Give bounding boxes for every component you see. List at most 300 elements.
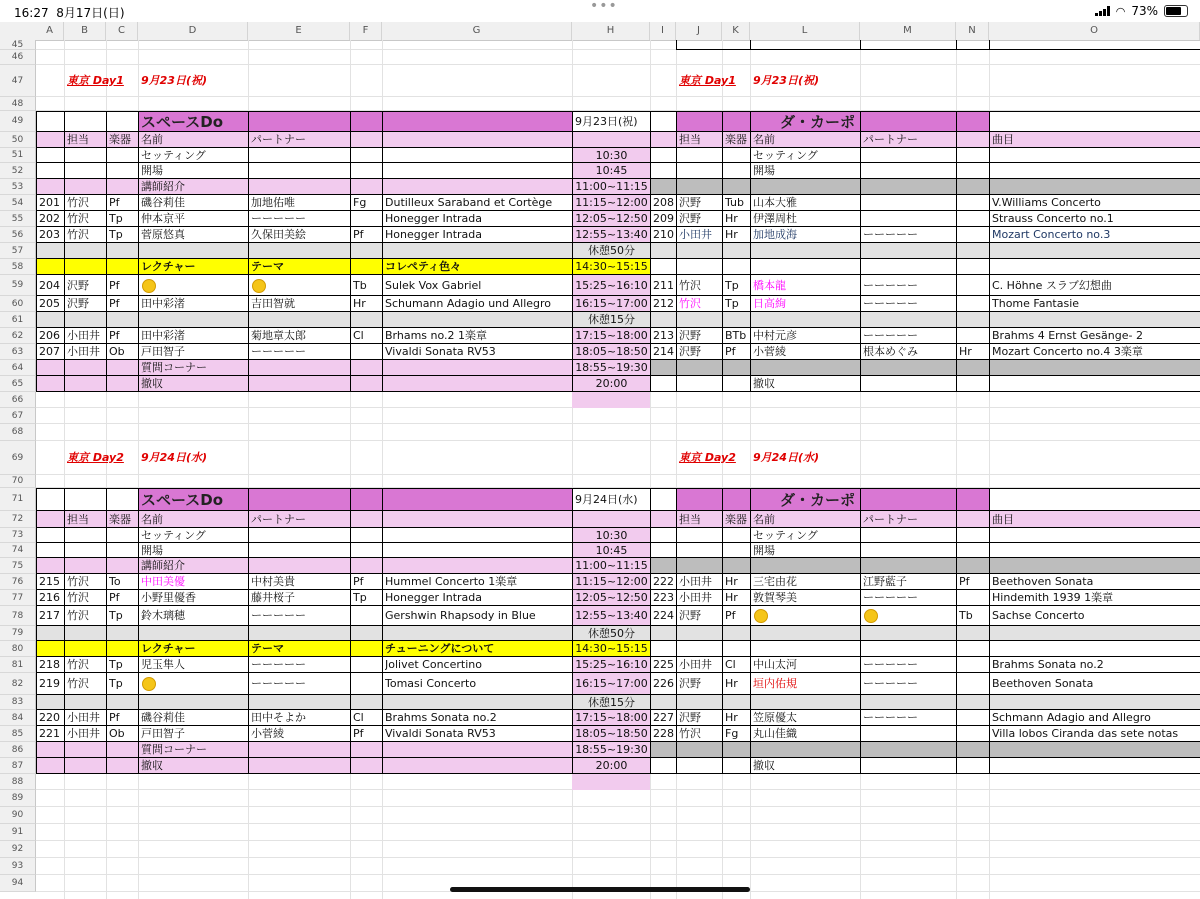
open-time: 10:45 [595, 543, 628, 557]
gridline-h [36, 874, 1200, 875]
lesson-r59-a: 204 [39, 278, 60, 292]
battery-icon [1164, 5, 1188, 17]
border-v [676, 488, 677, 774]
lesson-r85-k: Fg [725, 727, 739, 740]
lesson-r56-c: Tp [109, 228, 123, 241]
day-date-left: 9月23日(祝) [141, 74, 208, 87]
lesson-r78-k: Pf [725, 609, 736, 622]
row-number[interactable]: 77 [0, 590, 36, 606]
cell-fill [36, 312, 650, 328]
venue-title-right: ダ・カーポ [780, 492, 856, 507]
gridline-h [36, 96, 1200, 97]
border-v [956, 40, 957, 50]
cell-fill [36, 360, 572, 376]
setting-time: 10:30 [595, 528, 628, 542]
border-h [36, 327, 1200, 328]
lesson-r76-o: Beethoven Sonata [992, 575, 1094, 588]
border-v [36, 488, 37, 774]
lesson-r82-k: Hr [725, 677, 738, 690]
qa-time: 18:55~19:30 [575, 743, 648, 756]
multitask-dots-icon[interactable]: ••• [590, 0, 618, 14]
lesson-r84-f: Cl [353, 711, 364, 724]
row-number[interactable]: 87 [0, 758, 36, 774]
lesson-r54-i: 208 [653, 196, 674, 209]
column-header-o[interactable]: O [989, 22, 1200, 40]
lesson-r54-d: 磯谷莉佳 [141, 196, 185, 209]
border-h [36, 510, 1200, 511]
lesson-r77-g: Honegger Intrada [385, 591, 483, 604]
lesson-r59-g: Sulek Vox Gabriel [385, 278, 482, 292]
row-number[interactable]: 56 [0, 227, 36, 243]
emoji-face-icon [754, 609, 768, 623]
row-number[interactable]: 75 [0, 558, 36, 574]
row-number[interactable]: 68 [0, 424, 36, 441]
lesson-r76-n: Pf [959, 575, 970, 588]
lecture-label: レクチャー [141, 260, 196, 273]
lesson-r60-d: 田中彩渚 [141, 297, 185, 310]
row-number[interactable]: 58 [0, 259, 36, 275]
lesson-r63-i: 214 [653, 345, 674, 358]
lesson-r62-c: Pf [109, 329, 120, 342]
column-header-b[interactable]: B [64, 22, 106, 40]
date-cell: 9月23日(祝) [575, 114, 638, 128]
row-number[interactable]: 49 [0, 111, 36, 132]
lesson-r62-o: Brahms 4 Ernst Gesänge- 2 [992, 329, 1143, 342]
border-v [138, 488, 139, 774]
lesson-r55-g: Honegger Intrada [385, 212, 483, 225]
border-v [350, 111, 351, 392]
border-h [36, 242, 1200, 243]
lesson-r56-i: 210 [653, 228, 674, 241]
lesson-r55-j: 沢野 [679, 212, 701, 225]
gridline-h [36, 806, 1200, 807]
lesson-r85-f: Pf [353, 727, 364, 740]
header-gakki-right: 楽器 [725, 133, 747, 146]
lesson-r81-a: 218 [39, 658, 60, 671]
header-partner-right: パートナー [863, 133, 918, 146]
lesson-r54-f: Fg [353, 196, 367, 209]
lesson-r55-e: ーーーーー [251, 212, 306, 225]
header-tantou: 担当 [67, 512, 89, 526]
border-h [36, 589, 1200, 590]
lesson-r60-a: 205 [39, 297, 60, 310]
emoji-face-icon [142, 279, 156, 293]
lesson-r81-c: Tp [109, 658, 123, 671]
lesson-r76-c: To [109, 575, 121, 588]
row-number[interactable]: 65 [0, 376, 36, 392]
header-namae: 名前 [141, 512, 163, 526]
day-tag-right: 東京 Day1 [679, 74, 736, 87]
border-h [36, 488, 1200, 489]
lesson-r85-b: 小田井 [67, 727, 100, 740]
row-number[interactable]: 76 [0, 574, 36, 590]
day-tag-left: 東京 Day1 [67, 74, 124, 87]
cell-fill [572, 392, 650, 408]
venue-title-left: スペースDo [141, 492, 224, 507]
teardown-time: 20:00 [595, 759, 628, 772]
lesson-r78-o: Sachse Concerto [992, 609, 1085, 622]
lesson-r78-i: 224 [653, 609, 674, 622]
lesson-r56-g: Honegger Intrada [385, 228, 483, 241]
row-number[interactable]: 93 [0, 858, 36, 875]
border-v [989, 40, 990, 50]
lesson-r55-b: 竹沢 [67, 212, 89, 225]
border-v [750, 488, 751, 774]
lesson-r60-f: Hr [353, 297, 366, 310]
row-number[interactable]: 46 [0, 50, 36, 65]
header-partner-right: パートナー [863, 512, 918, 526]
lesson-r84-c: Pf [109, 711, 120, 724]
lesson-r54-j: 沢野 [679, 196, 701, 209]
row-number[interactable]: 61 [0, 312, 36, 328]
row-number[interactable]: 73 [0, 528, 36, 543]
row-number[interactable]: 47 [0, 65, 36, 97]
gridline-h [36, 840, 1200, 841]
lesson-r81-k: Cl [725, 658, 736, 671]
lesson-r85-i: 228 [653, 727, 674, 740]
row-number[interactable]: 54 [0, 195, 36, 211]
teardown-label-right: 撤収 [753, 377, 775, 390]
lecture-topic: チューニングについて [385, 642, 495, 655]
row-number[interactable]: 91 [0, 824, 36, 841]
row-number[interactable]: 72 [0, 511, 36, 528]
border-v [382, 488, 383, 774]
border-h [36, 111, 1200, 112]
lesson-r60-m: ーーーーー [863, 297, 918, 310]
column-header-d[interactable]: D [138, 22, 248, 40]
lesson-r63-n: Hr [959, 345, 972, 358]
lesson-r54-c: Pf [109, 196, 120, 209]
border-h [36, 672, 1200, 673]
row-number[interactable]: 79 [0, 626, 36, 641]
border-h [36, 573, 1200, 574]
lesson-r59-b: 沢野 [67, 278, 89, 292]
header-namae: 名前 [141, 133, 163, 146]
lesson-r62-a: 206 [39, 329, 60, 342]
row-number[interactable]: 71 [0, 488, 36, 511]
lesson-r76-l: 三宅由花 [753, 575, 797, 588]
row-number[interactable]: 59 [0, 275, 36, 296]
lesson-r54-g: Dutilleux Saraband et Cortège [385, 196, 553, 209]
gridline-h [36, 474, 1200, 475]
lesson-r85-e: 小菅綾 [251, 727, 284, 740]
row-number[interactable]: 55 [0, 211, 36, 227]
row-number[interactable]: 92 [0, 841, 36, 858]
column-header-k[interactable]: K [722, 22, 750, 40]
lesson-r82-c: Tp [109, 677, 123, 690]
lesson-r76-b: 竹沢 [67, 575, 89, 588]
day-date-right: 9月24日(水) [753, 451, 820, 464]
intro-label: 講師紹介 [141, 559, 185, 572]
cell-fill [650, 558, 1200, 574]
signal-icon [1095, 6, 1110, 16]
qa-label: 質問コーナー [141, 361, 207, 374]
column-header-e[interactable]: E [248, 22, 350, 40]
header-kyokumoku: 曲目 [992, 512, 1014, 526]
column-header-f[interactable]: F [350, 22, 382, 40]
lesson-r56-a: 203 [39, 228, 60, 241]
header-gakki: 楽器 [109, 512, 131, 526]
lesson-r63-g: Vivaldi Sonata RV53 [385, 345, 496, 358]
lesson-r76-d: 中田美優 [141, 575, 185, 588]
header-kyokumoku: 曲目 [992, 133, 1014, 146]
column-header-h[interactable]: H [572, 22, 650, 40]
open-label-right: 開場 [753, 543, 775, 557]
setting-label: セッティング [141, 528, 206, 542]
row-number[interactable]: 94 [0, 875, 36, 892]
border-v [382, 111, 383, 392]
lesson-r84-b: 小田井 [67, 711, 100, 724]
lecture-theme-label: テーマ [251, 260, 284, 273]
cell-fill [650, 243, 1200, 259]
lesson-r81-j: 小田井 [679, 658, 712, 671]
lesson-r63-b: 小田井 [67, 345, 100, 358]
gridline-h [36, 64, 1200, 65]
row-number[interactable]: 57 [0, 243, 36, 259]
lesson-r60-b: 沢野 [67, 297, 89, 310]
border-v [64, 111, 65, 392]
lesson-r77-m: ーーーーー [863, 591, 918, 604]
lesson-r62-h: 17:15~18:00 [575, 329, 648, 342]
lesson-r85-l: 丸山佳織 [753, 727, 797, 740]
lesson-r77-b: 竹沢 [67, 591, 89, 604]
row-number[interactable]: 66 [0, 392, 36, 408]
lesson-r84-m: ーーーーー [863, 711, 918, 724]
lesson-r81-b: 竹沢 [67, 658, 89, 671]
row-number[interactable]: 80 [0, 641, 36, 657]
setting-label: セッティング [141, 148, 206, 162]
row-number[interactable]: 60 [0, 296, 36, 312]
row-number[interactable]: 85 [0, 726, 36, 742]
lesson-r76-a: 215 [39, 575, 60, 588]
lesson-r77-o: Hindemith 1939 1楽章 [992, 591, 1114, 604]
header-tantou-right: 担当 [679, 512, 701, 526]
lesson-r76-f: Pf [353, 575, 364, 588]
lesson-r84-a: 220 [39, 711, 60, 724]
lesson-r76-e: 中村美貴 [251, 575, 295, 588]
column-header-c[interactable]: C [106, 22, 138, 40]
lesson-r54-k: Tub [725, 196, 745, 209]
row-number[interactable]: 52 [0, 163, 36, 179]
header-gakki-right: 楽器 [725, 512, 747, 526]
lesson-r77-d: 小野里優香 [141, 591, 196, 604]
border-h [676, 49, 1200, 50]
lesson-r62-i: 213 [653, 329, 674, 342]
lesson-r84-i: 227 [653, 711, 674, 724]
cell-fill [36, 179, 572, 195]
column-header-j[interactable]: J [676, 22, 722, 40]
border-v [248, 488, 249, 774]
border-v [989, 111, 990, 392]
gridline-h [36, 423, 1200, 424]
lesson-r82-b: 竹沢 [67, 677, 89, 690]
lesson-r76-g: Hummel Concerto 1楽章 [385, 575, 518, 588]
column-header-l[interactable]: L [750, 22, 860, 40]
border-v [676, 40, 677, 50]
cell-fill [650, 179, 1200, 195]
emoji-face-icon [142, 677, 156, 691]
border-h [36, 757, 1200, 758]
row-number[interactable]: 84 [0, 710, 36, 726]
border-v [722, 111, 723, 392]
lesson-r82-l: 垣内佑規 [753, 677, 797, 690]
lesson-r55-d: 仲本京平 [141, 212, 185, 225]
break-50: 休憩50分 [588, 244, 635, 257]
row-number[interactable]: 90 [0, 807, 36, 824]
lesson-r78-a: 217 [39, 609, 60, 622]
border-v [36, 111, 37, 392]
lesson-r63-a: 207 [39, 345, 60, 358]
lecture-label: レクチャー [141, 642, 196, 655]
lesson-r63-o: Mozart Concerto no.4 3楽章 [992, 345, 1143, 358]
lesson-r77-k: Hr [725, 591, 738, 604]
row-number[interactable]: 82 [0, 673, 36, 695]
row-number[interactable]: 86 [0, 742, 36, 758]
cell-fill [36, 243, 650, 259]
lesson-r62-d: 田中彩渚 [141, 329, 185, 342]
teardown-time: 20:00 [595, 377, 628, 390]
row-number[interactable]: 69 [0, 441, 36, 475]
break-50: 休憩50分 [588, 626, 635, 640]
lesson-r78-j: 沢野 [679, 609, 701, 622]
header-namae-right: 名前 [753, 133, 775, 146]
lesson-r77-l: 敦賀琴美 [753, 591, 797, 604]
lesson-r82-g: Tomasi Concerto [385, 677, 477, 690]
column-header-a[interactable]: A [36, 22, 64, 40]
lesson-r62-g: Brhams no.2 1楽章 [385, 329, 488, 342]
cell-fill [36, 626, 650, 641]
lesson-r81-o: Brahms Sonata no.2 [992, 658, 1104, 671]
lesson-r62-e: 菊地章太郎 [251, 329, 306, 342]
intro-time: 11:00~11:15 [575, 180, 648, 193]
lesson-r56-e: 久保田美絵 [251, 228, 306, 241]
row-number[interactable]: 88 [0, 774, 36, 790]
border-v [750, 111, 751, 392]
border-v [860, 40, 861, 50]
cell-fill [36, 695, 650, 710]
row-number[interactable]: 48 [0, 97, 36, 111]
lesson-r56-h: 12:55~13:40 [575, 228, 648, 241]
open-label: 開場 [141, 164, 163, 177]
lesson-r85-h: 18:05~18:50 [575, 727, 648, 740]
spreadsheet-grid[interactable] [0, 40, 1200, 899]
row-number[interactable]: 67 [0, 408, 36, 424]
row-number[interactable]: 70 [0, 475, 36, 488]
lesson-r59-h: 15:25~16:10 [575, 278, 648, 292]
open-label: 開場 [141, 543, 163, 557]
row-number[interactable]: 89 [0, 790, 36, 807]
venue-title-right: ダ・カーポ [780, 114, 856, 129]
lesson-r62-f: Cl [353, 329, 364, 342]
border-v [750, 40, 751, 50]
lesson-r77-c: Pf [109, 591, 120, 604]
home-indicator[interactable] [450, 887, 750, 892]
lesson-r77-a: 216 [39, 591, 60, 604]
lecture-time: 14:30~15:15 [575, 642, 648, 655]
column-header-n[interactable]: N [956, 22, 989, 40]
lesson-r84-l: 笠原優太 [753, 711, 797, 724]
lesson-r82-i: 226 [653, 677, 674, 690]
border-v [956, 488, 957, 774]
date-cell: 9月24日(水) [575, 492, 638, 506]
border-h [36, 741, 1200, 742]
emoji-face-icon [864, 609, 878, 623]
border-v [956, 111, 957, 392]
border-h [36, 773, 1200, 774]
header-partner: パートナー [251, 133, 306, 146]
venue-title-left: スペースDo [141, 114, 224, 129]
lesson-r85-a: 221 [39, 727, 60, 740]
lesson-r82-e: ーーーーー [251, 677, 306, 690]
lesson-r59-c: Pf [109, 278, 120, 292]
row-number[interactable]: 53 [0, 179, 36, 195]
lesson-r62-k: BTb [725, 329, 747, 342]
border-v [106, 111, 107, 392]
lesson-r56-l: 加地成海 [753, 228, 797, 241]
lesson-r55-o: Strauss Concerto no.1 [992, 212, 1114, 225]
teardown-label: 撤収 [141, 759, 163, 772]
row-number[interactable]: 63 [0, 344, 36, 360]
row-number[interactable]: 83 [0, 695, 36, 710]
row-number[interactable]: 51 [0, 148, 36, 163]
row-number[interactable]: 50 [0, 132, 36, 148]
border-v [248, 111, 249, 392]
gridline-h [36, 857, 1200, 858]
qa-time: 18:55~19:30 [575, 361, 648, 374]
lesson-r55-k: Hr [725, 212, 738, 225]
lesson-r60-c: Pf [109, 297, 120, 310]
lesson-r56-k: Hr [725, 228, 738, 241]
lesson-r60-j: 竹沢 [679, 297, 701, 310]
lesson-r56-f: Pf [353, 228, 364, 241]
lesson-r76-h: 11:15~12:00 [575, 575, 648, 588]
break-15: 休憩15分 [588, 695, 635, 709]
lesson-r77-j: 小田井 [679, 591, 712, 604]
column-header-m[interactable]: M [860, 22, 956, 40]
lesson-r56-b: 竹沢 [67, 228, 89, 241]
row-number[interactable]: 64 [0, 360, 36, 376]
lesson-r63-d: 戸田智子 [141, 345, 185, 358]
lesson-r63-l: 小菅綾 [753, 345, 786, 358]
lesson-r81-l: 中山太河 [753, 658, 797, 671]
lesson-r84-k: Hr [725, 711, 738, 724]
header-tantou-right: 担当 [679, 133, 701, 146]
lesson-r56-m: ーーーーー [863, 228, 918, 241]
border-h [36, 131, 1200, 132]
lesson-r78-h: 12:55~13:40 [575, 609, 648, 622]
lesson-r82-o: Beethoven Sonata [992, 677, 1094, 690]
row-number[interactable]: 74 [0, 543, 36, 558]
day-tag-left: 東京 Day2 [67, 451, 124, 464]
row-number[interactable]: 62 [0, 328, 36, 344]
lecture-theme-label: テーマ [251, 642, 284, 655]
status-time: 16:27 8月17日(日) [14, 6, 125, 20]
column-header-g[interactable]: G [382, 22, 572, 40]
row-number[interactable]: 45 [0, 40, 36, 50]
lesson-r82-h: 16:15~17:00 [575, 677, 648, 690]
row-number[interactable]: 81 [0, 657, 36, 673]
emoji-face-icon [252, 279, 266, 293]
setting-label-right: セッティング [753, 528, 818, 542]
lesson-r85-o: Villa lobos Ciranda das sete notas [992, 727, 1179, 740]
lesson-r78-b: 竹沢 [67, 609, 89, 622]
day-date-right: 9月23日(祝) [753, 74, 820, 87]
lesson-r59-f: Tb [353, 278, 367, 292]
row-number[interactable]: 78 [0, 606, 36, 626]
lesson-r63-j: 沢野 [679, 345, 701, 358]
column-header-i[interactable]: I [650, 22, 676, 40]
lesson-r84-g: Brahms Sonata no.2 [385, 711, 497, 724]
